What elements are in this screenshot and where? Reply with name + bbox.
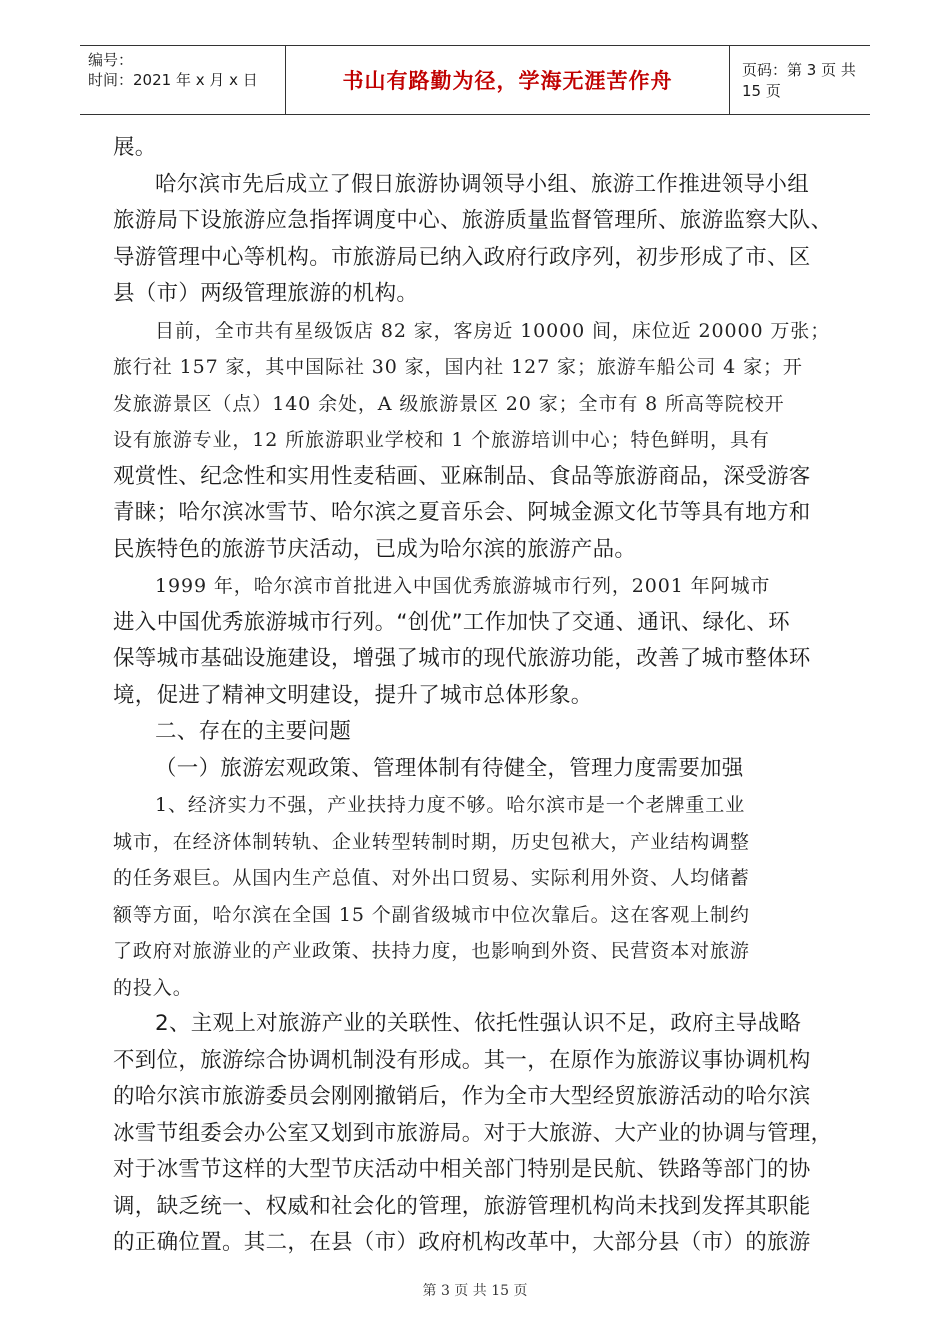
text-line: 对于冰雪节这样的大型节庆活动中相关部门特别是民航、铁路等部门的协 [113,1157,811,1182]
text-line: 的任务艰巨。从国内生产总值、对外出口贸易、实际利用外资、人均储蓄 [113,867,750,889]
text-line: 额等方面，哈尔滨在全国 15 个副省级城市中位次靠后。这在客观上制约 [113,903,750,926]
text-line: 了政府对旅游业的产业政策、扶持力度，也影响到外资、民营资本对旅游 [113,940,750,962]
text-line: 不到位，旅游综合协调机制没有形成。其一，在原作为旅游议事协调机构 [113,1047,811,1073]
text-line: 1、经济实力不强，产业扶持力度不够。哈尔滨市是一个老牌重工业 [155,794,746,816]
text-line: 设有旅游专业，12 所旅游职业学校和 1 个旅游培训中心；特色鲜明，具有 [113,429,770,451]
time-label: 时间：2021 年 x 月 x 日 [88,71,258,89]
text-line: （一）旅游宏观政策、管理体制有待健全，管理力度需要加强 [155,755,744,781]
header-meta [80,46,285,114]
text-line: 导游管理中心等机构。市旅游局已纳入政府行政序列，初步形成了市、区 [113,244,811,270]
text-line: 二、存在的主要问题 [155,719,352,744]
text-line: 进入中国优秀旅游城市行列。“创优”工作加快了交通、通讯、绿化、环 [113,609,790,635]
document-body [113,130,843,1262]
header-page-info: 页码：第 3 页 共 15 页 [742,61,856,100]
text-line: 的哈尔滨市旅游委员会刚刚撤销后，作为全市大型经贸旅游活动的哈尔滨 [113,1084,811,1109]
text-line: 哈尔滨市先后成立了假日旅游协调领导小组、旅游工作推进领导小组 [155,171,810,197]
text-line: 观赏性、纪念性和实用性麦秸画、亚麻制品、食品等旅游商品，深受游客 [113,463,811,489]
text-line: 1999 年，哈尔滨市首批进入中国优秀旅游城市行列，2001 年阿城市 [155,575,771,597]
number-label: 编号： [88,51,134,69]
text-line: 旅行社 157 家，其中国际社 30 家，国内社 127 家；旅游车船公司 4 家；开 [113,356,803,378]
text-line: 青睐；哈尔滨冰雪节、哈尔滨之夏音乐会、阿城金源文化节等具有地方和 [113,500,811,525]
text-line: 境，促进了精神文明建设，提升了城市总体形象。 [113,682,593,708]
text-line: 调，缺乏统一、权威和社会化的管理，旅游管理机构尚未找到发挥其职能 [113,1193,811,1219]
text-line: 2、主观上对旅游产业的关联性、依托性强认识不足，政府主导战略 [155,1011,802,1036]
text-line: 民族特色的旅游节庆活动，已成为哈尔滨的旅游产品。 [113,536,637,562]
header-table [80,45,870,115]
text-line: 城市，在经济体制转轨、企业转型转制时期，历史包袱大，产业结构调整 [113,830,750,853]
text-line: 保等城市基础设施建设，增强了城市的现代旅游功能，改善了城市整体环 [113,646,811,671]
text-line: 目前，全市共有星级饭店 82 家，客房近 10000 间，床位近 20000 万张； [155,319,831,342]
text-line: 的投入。 [113,976,193,999]
text-line: 县（市）两级管理旅游的机构。 [113,281,419,306]
text-line: 的正确位置。其二，在县（市）政府机构改革中，大部分县（市）的旅游 [113,1230,811,1255]
header-motto: 书山有路勤为径，学海无涯苦作舟 [285,46,730,114]
page-footer: 第 3 页 共 15 页 [422,1283,528,1299]
text-line: 旅游局下设旅游应急指挥调度中心、旅游质量监督管理所、旅游监察大队、 [113,208,833,233]
text-line: 冰雪节组委会办公室又划到市旅游局。对于大旅游、大产业的协调与管理， [113,1120,833,1146]
text-line: 发旅游景区（点）140 余处，A 级旅游景区 20 家；全市有 8 所高等院校开 [113,392,785,415]
text-line: 展。 [113,135,157,160]
